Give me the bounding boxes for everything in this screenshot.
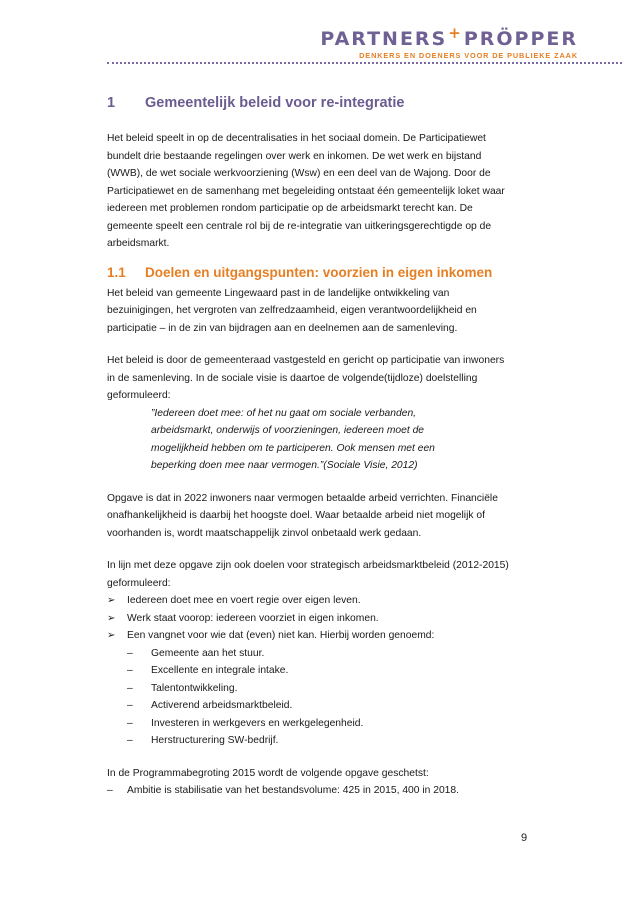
vision-paragraph: Het beleid is door de gemeenteraad vastgesteld en gericht op participatie van inwoners in de samenleving. In de sociale visie is daartoe de volgende(tijdloze) doelstelling geformuleerd: [107,355,505,401]
intro-paragraph: Het beleid speelt in op de decentralisaties in het sociaal domein. De Participatiewet bundelt drie bestaande regelingen over werk en inkomen. De wet werk en bijstand (WWB), de wet sociale werkvoorziening (Wsw) en een deel van de Wajong. Door de Participatiewet en de samenhang met begeleiding ontstaat één gemeentelijk loket waar iedereen met problemen rondom participatie op de arbeidsmarkt terecht kan. De gemeente speelt een centrale rol bij de re-integratie van uitkeringsgerechtigde op de arbeidsmarkt. [107,133,505,249]
sub-goals-list [107,645,537,750]
list-item: ➢ Een vangnet voor wie dat (even) niet kan. Hierbij worden genoemd: [107,627,537,645]
logo-tagline: DENKERS EN DOENERS VOOR DE PUBLIEKE ZAAK [359,51,578,60]
dash-bullet-icon: – [107,785,113,796]
goals-intro-paragraph: In lijn met deze opgave zijn ook doelen voor strategisch arbeidsmarktbeleid (2012-2015) geformuleerd: [107,560,509,589]
program-paragraph: In de Programmabegroting 2015 wordt de volgende opgave geschetst: [107,767,429,779]
arrow-bullet-icon: ➢ [107,612,116,624]
arrow-bullet-icon: ➢ [107,595,116,606]
list-item: – Activerend arbeidsmarktbeleid. [107,697,537,715]
program-list [107,782,537,800]
dash-bullet-icon: – [127,717,133,729]
arrow-bullet-icon: ➢ [107,630,116,641]
goals-list [107,592,537,645]
list-item: – Herstructurering SW-bedrijf. [107,732,537,750]
page-number: 9 [521,832,528,844]
list-item: – Talentontwikkeling. [107,680,537,698]
section-heading-1: 1 Gemeentelijk beleid voor re-integratie [107,95,405,111]
document-body [107,94,537,800]
vision-quote: ”Iedereen doet mee: of het nu gaat om sociale verbanden, arbeidsmarkt, onderwijs of voorzieningen, iedereen moet de mogelijkheid hebben om te participeren. Ook mensen met een beperking doen mee naar vermogen.”(Sociale Visie, 2012) [151,407,435,471]
list-item: – Gemeente aan het stuur. [107,645,537,663]
list-item: ➢ Werk staat voorop: iedereen voorziet in eigen inkomen. [107,610,537,628]
list-item: – Investeren in werkgevers en werkgelegenheid. [107,715,537,733]
task-paragraph: Opgave is dat in 2022 inwoners naar vermogen betaalde arbeid verrichten. Financiële onafhankelijkheid is daarbij het hoogste doel. Waar betaalde arbeid niet mogelijk of voorhanden is, wordt maatschappelijk zinvol onbetaald werk gedaan. [107,492,498,539]
dash-bullet-icon: – [127,735,133,746]
dash-bullet-icon: – [127,700,133,711]
list-item: – Excellente en integrale intake. [107,662,537,680]
list-item: ➢ Iedereen doet mee en voert regie over eigen leven. [107,592,537,610]
list-item: – Ambitie is stabilisatie van het bestandsvolume: 425 in 2015, 400 in 2018. [107,782,537,800]
company-logo [320,22,578,60]
dash-bullet-icon: – [127,665,133,676]
dash-bullet-icon: – [127,682,133,694]
section-heading-1-1: 1.1 Doelen en uitgangspunten: voorzien in eigen inkomen [107,264,493,280]
dash-bullet-icon: – [127,647,133,659]
header-divider [107,62,622,64]
logo-wordmark: PARTNERS+PRÖPPER [320,24,578,50]
policy-paragraph: Het beleid van gemeente Lingewaard past in de landelijke ontwikkeling van bezuinigingen, het vergroten van zelfredzaamheid, eigen verantwoordelijkheid en participatie – in de zin van bijdragen aan en deelnemen aan de samenleving. [107,287,477,334]
